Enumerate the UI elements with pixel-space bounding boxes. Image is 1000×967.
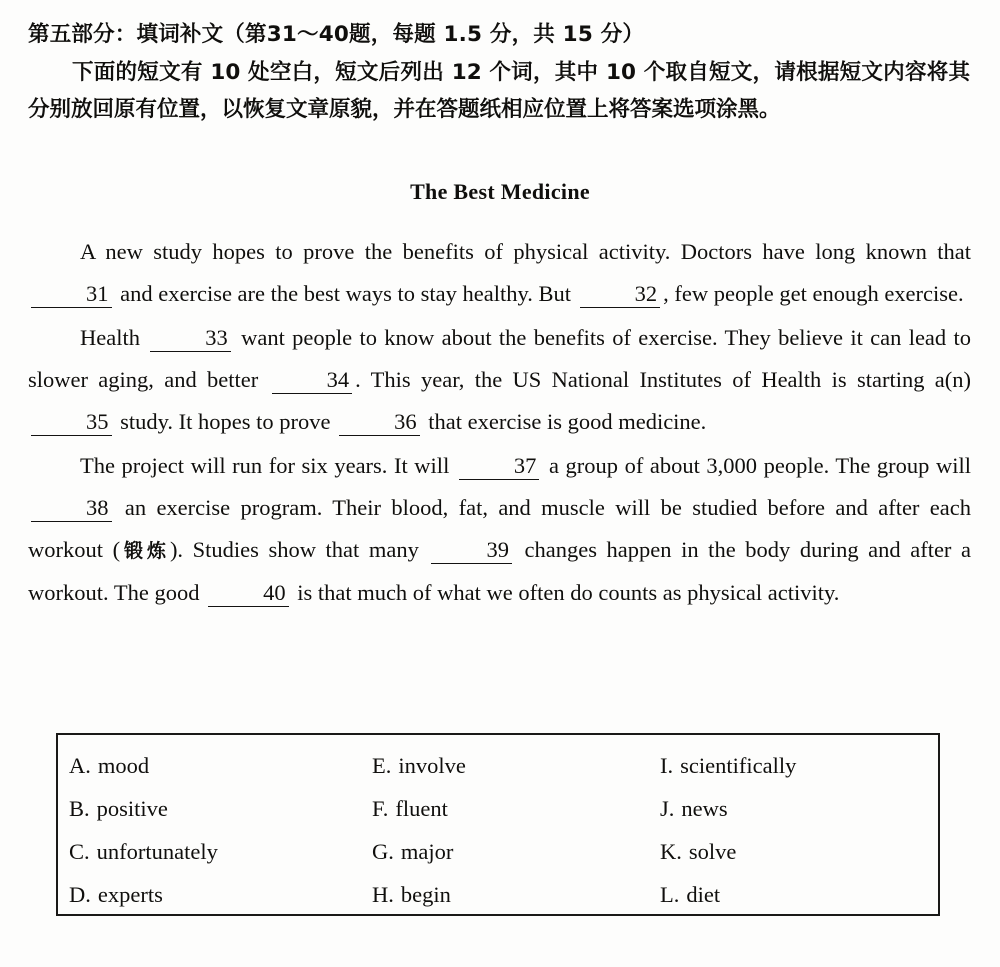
option-word: begin (400, 882, 451, 907)
option-letter: F. (372, 796, 389, 821)
blank-31[interactable]: 31 (31, 282, 112, 308)
word-bank-box (56, 733, 940, 916)
option-letter: G. (372, 839, 394, 864)
article-body (0, 231, 1000, 614)
word-bank-option-B[interactable] (69, 795, 372, 822)
option-letter: B. (69, 796, 90, 821)
option-letter: K. (660, 839, 682, 864)
option-word: unfortunately (96, 839, 218, 864)
paragraph: Health 33 want people to know about the benefits of exercise. They believe it can lead to slower aging, and better 34 . This year, the US National Institutes of Health is starting a(n) 35 study. It hopes to prove 36 that exercise is good medicine. (28, 325, 971, 435)
option-letter: I. (660, 753, 674, 778)
option-letter: E. (372, 753, 392, 778)
option-word: solve (688, 839, 737, 864)
word-bank-option-H[interactable] (372, 881, 660, 908)
word-bank-option-A[interactable] (69, 752, 372, 779)
blank-37[interactable]: 37 (459, 454, 540, 480)
option-word: scientifically (680, 753, 797, 778)
word-bank-option-K[interactable] (660, 838, 938, 865)
option-word: fluent (395, 796, 448, 821)
option-word: positive (96, 796, 168, 821)
word-bank-option-G[interactable] (372, 838, 660, 865)
paragraph: A new study hopes to prove the benefits of physical activity. Doctors have long known that 31 and exercise are the best ways to stay healthy. But 32 , few people get enough exercise. (28, 231, 971, 315)
blank-32[interactable]: 32 (580, 282, 661, 308)
option-letter: C. (69, 839, 90, 864)
blank-33[interactable]: 33 (150, 326, 231, 352)
section-heading: 第五部分：填词补文（第31～40题，每题 1.5 分，共 15 分） (28, 22, 645, 47)
paragraph: The project will run for six years. It will 37 a group of about 3,000 people. The group will 38 an exercise program. Their blood, fat, and muscle will be studied before and after each workout (锻炼). Studies show that many 39 changes happen in the body during and after a workout. The good 40 is that much of what we often do counts as physical activity. (28, 453, 971, 606)
section-instructions: 下面的短文有 10 处空白，短文后列出 12 个词，其中 10 个取自短文，请根据短文内容将其分别放回原有位置，以恢复文章原貌，并在答题纸相应位置上将答案选项涂黑。 (28, 60, 970, 123)
word-bank-option-F[interactable] (372, 795, 660, 822)
article-title: The Best Medicine (410, 179, 590, 205)
option-letter: J. (660, 796, 675, 821)
option-letter: D. (69, 882, 91, 907)
chinese-gloss: 锻炼 (120, 540, 170, 563)
blank-40[interactable]: 40 (208, 581, 289, 607)
option-letter: H. (372, 882, 394, 907)
option-word: major (400, 839, 454, 864)
option-word: involve (398, 753, 466, 778)
option-word: experts (97, 882, 163, 907)
word-bank-grid (58, 735, 938, 914)
word-bank-option-D[interactable] (69, 881, 372, 908)
option-letter: A. (69, 753, 91, 778)
word-bank-option-C[interactable] (69, 838, 372, 865)
instructions-block (0, 0, 1000, 129)
blank-39[interactable]: 39 (431, 538, 512, 564)
option-word: mood (97, 753, 150, 778)
blank-34[interactable]: 34 (272, 368, 353, 394)
word-bank-option-I[interactable] (660, 752, 938, 779)
blank-36[interactable]: 36 (339, 410, 420, 436)
blank-38[interactable]: 38 (31, 496, 112, 522)
word-bank-option-E[interactable] (372, 752, 660, 779)
blank-35[interactable]: 35 (31, 410, 112, 436)
option-word: diet (686, 882, 721, 907)
word-bank-option-L[interactable] (660, 881, 938, 908)
option-word: news (681, 796, 728, 821)
option-letter: L. (660, 882, 680, 907)
word-bank-option-J[interactable] (660, 795, 938, 822)
